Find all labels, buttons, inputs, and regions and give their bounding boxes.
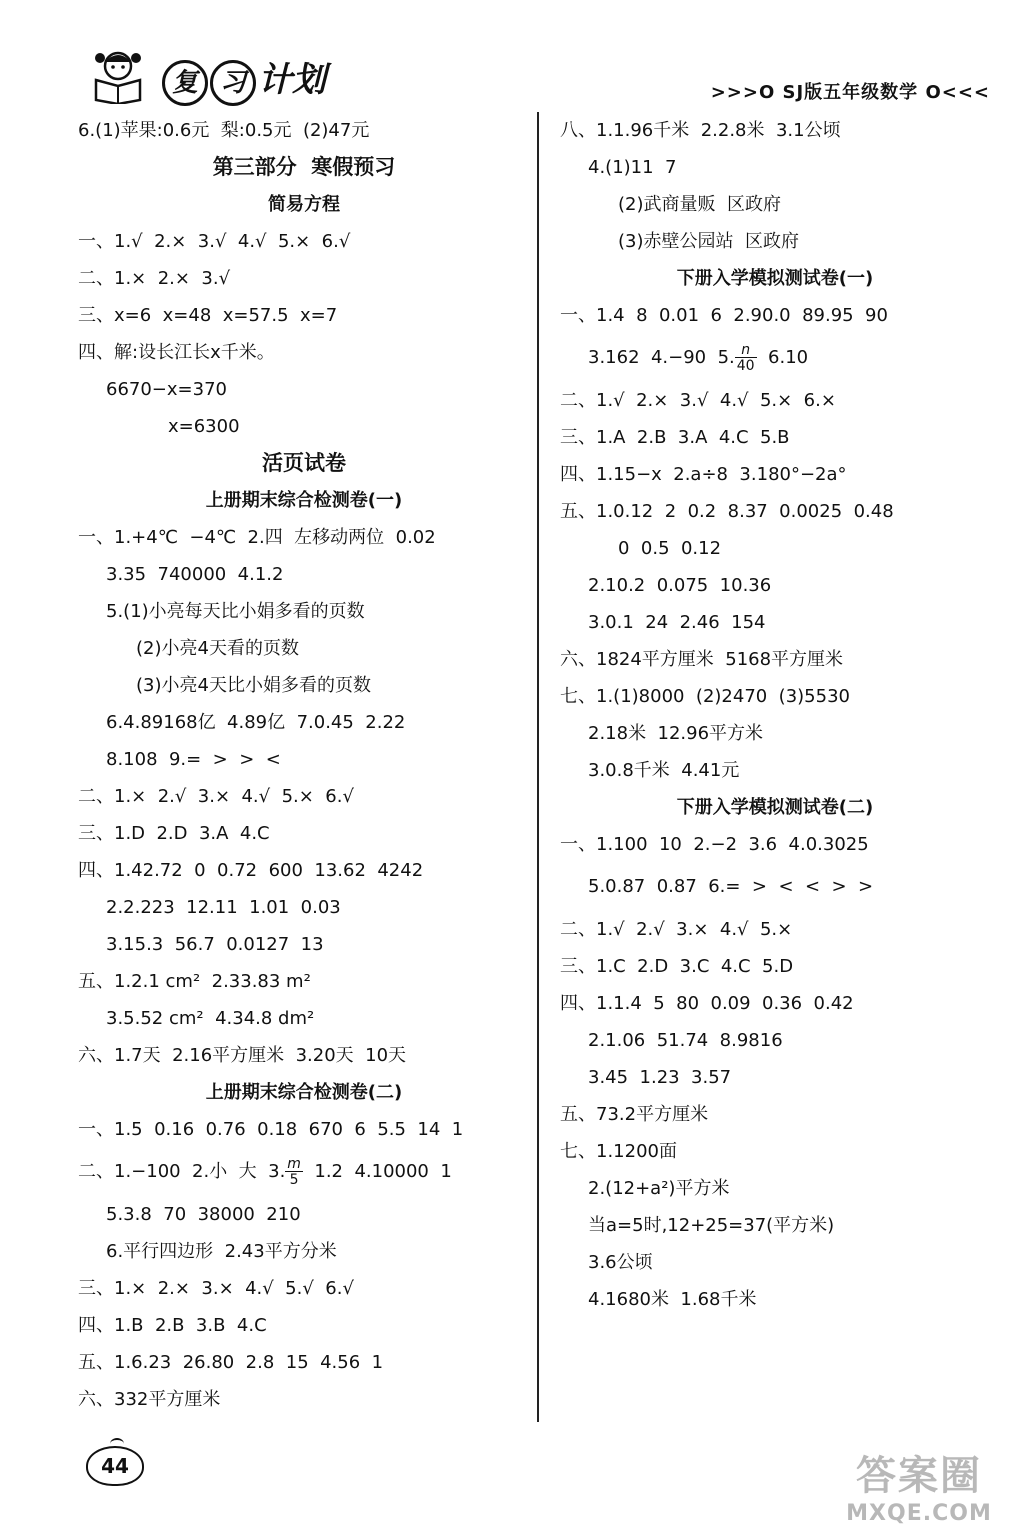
answer-text: 1.2 4.10000 1 (302, 1161, 452, 1182)
column-divider (537, 112, 539, 1422)
left-column (78, 112, 530, 1418)
answer-line: 三、1.D 2.D 3.A 4.C (78, 823, 270, 844)
fraction (735, 343, 757, 373)
part-heading: 第三部分 寒假预习 (212, 155, 396, 179)
answer-line: 五、73.2平方厘米 (560, 1104, 709, 1125)
answer-line: 八、1.1.96千米 2.2.8米 3.1公顷 (560, 120, 841, 141)
answer-line: 七、1.(1)8000 (2)2470 (3)5530 (560, 686, 850, 707)
logo-char-2: 习 (210, 60, 256, 106)
fraction-numerator: m (287, 1156, 301, 1172)
section-heading: 上册期末综合检测卷(二) (205, 1082, 403, 1103)
answer-text: 6.10 (756, 347, 809, 368)
section-heading: 简易方程 (268, 194, 340, 215)
answer-line: 六、1.7天 2.16平方厘米 3.20天 10天 (78, 1045, 407, 1066)
answer-line: 一、1.100 10 2.−2 3.6 4.0.3025 (560, 834, 869, 855)
answer-line: 3.35 740000 4.1.2 (106, 564, 284, 585)
answer-line: 3.0.8千米 4.41元 (588, 760, 740, 781)
answer-line: 2.2.223 12.11 1.01 0.03 (106, 897, 341, 918)
equation-line: 6670−x=370 (106, 379, 227, 400)
answer-line: 四、1.B 2.B 3.B 4.C (78, 1315, 267, 1336)
answer-line: 一、1.+4℃ −4℃ 2.四 左移动两位 0.02 (78, 527, 436, 548)
watermark-url: MXQE.COM (846, 1501, 992, 1526)
section-heading: 下册入学模拟测试卷(二) (676, 797, 874, 818)
equation-line: x=6300 (168, 416, 240, 437)
answer-line: 4.(1)11 7 (588, 157, 677, 178)
fraction-numerator: n (735, 343, 757, 358)
section-heading: 下册入学模拟测试卷(一) (676, 268, 874, 289)
answer-line: 2.(12+a²)平方米 (588, 1178, 730, 1199)
answer-line: 二、1.× 2.√ 3.× 4.√ 5.× 6.√ (78, 786, 354, 807)
answer-line: 三、1.C 2.D 3.C 4.C 5.D (560, 956, 794, 977)
answer-line: 一、1.4 8 0.01 6 2.90.0 89.95 90 (560, 305, 888, 326)
answer-line: 5.(1)小亮每天比小娟多看的页数 (106, 601, 365, 622)
answer-line: 当a=5时,12+25=37(平方米) (588, 1215, 835, 1236)
reading-girl-icon (88, 46, 148, 104)
fraction-denominator: 5 (289, 1172, 299, 1188)
answer-line: 一、1.5 0.16 0.76 0.18 670 6 5.5 14 1 (78, 1119, 464, 1140)
watermark-title: 答案圈 (856, 1453, 982, 1499)
page-number-value: 44 (86, 1446, 144, 1486)
answer-line: 四、1.1.4 5 80 0.09 0.36 0.42 (560, 993, 854, 1014)
answer-line: 三、1.A 2.B 3.A 4.C 5.B (560, 427, 790, 448)
page-number (84, 1438, 146, 1484)
answer-line: 4.1680米 1.68千米 (588, 1289, 757, 1310)
answer-line: 6.(1)苹果:0.6元 梨:0.5元 (2)47元 (78, 120, 370, 141)
answer-line: 三、1.× 2.× 3.× 4.√ 5.√ 6.√ (78, 1278, 354, 1299)
watermark (834, 1444, 1004, 1526)
answer-line: 六、1824平方厘米 5168平方厘米 (560, 649, 844, 670)
answer-line: 六、332平方厘米 (78, 1389, 221, 1410)
answer-line-fraction (78, 1148, 530, 1196)
answer-line: 5.3.8 70 38000 210 (106, 1204, 301, 1225)
right-column (560, 112, 990, 1318)
section-heading: 上册期末综合检测卷(一) (205, 490, 403, 511)
answer-line: 3.6公顷 (588, 1252, 653, 1273)
book-logo (162, 52, 326, 106)
answer-text: 3.162 4.−90 5. (588, 347, 735, 368)
answer-line: 3.15.3 56.7 0.0127 13 (106, 934, 324, 955)
answer-line: 七、1.1200面 (560, 1141, 677, 1162)
answer-line: 五、1.0.12 2 0.2 8.37 0.0025 0.48 (560, 501, 894, 522)
answer-line: (2)武商量贩 区政府 (618, 194, 781, 215)
answer-line: (2)小亮4天看的页数 (136, 638, 299, 659)
answer-line: 四、解:设长江长x千米。 (78, 342, 275, 363)
series-label: >>>O SJ版五年级数学 O<<< (710, 82, 990, 103)
answer-text: 二、1.−100 2.小 大 3. (78, 1161, 286, 1182)
answer-line-fraction (560, 334, 990, 382)
answer-line: 2.18米 12.96平方米 (588, 723, 764, 744)
answer-line: 一、1.√ 2.× 3.√ 4.√ 5.× 6.√ (78, 231, 351, 252)
fraction-denominator: 40 (736, 358, 755, 374)
answer-line: 三、x=6 x=48 x=57.5 x=7 (78, 305, 338, 326)
answer-line: 二、1.√ 2.× 3.√ 4.√ 5.× 6.× (560, 390, 836, 411)
answer-line: 2.1.06 51.74 8.9816 (588, 1030, 783, 1051)
answer-line: 6.平行四边形 2.43平方分米 (106, 1241, 337, 1262)
answer-line: 5.0.87 0.87 6.= > < < > > (588, 876, 874, 897)
answer-line: 二、1.× 2.× 3.√ (78, 268, 231, 289)
answer-line: 3.5.52 cm² 4.34.8 dm² (106, 1008, 315, 1029)
answer-line: 二、1.√ 2.√ 3.× 4.√ 5.× (560, 919, 793, 940)
answer-line: 五、1.2.1 cm² 2.33.83 m² (78, 971, 311, 992)
page-header (80, 40, 990, 110)
answer-line: (3)赤壁公园站 区政府 (618, 231, 799, 252)
answer-line: 3.45 1.23 3.57 (588, 1067, 732, 1088)
answer-line: 四、1.42.72 0 0.72 600 13.62 4242 (78, 860, 424, 881)
answer-line: 五、1.6.23 26.80 2.8 15 4.56 1 (78, 1352, 384, 1373)
logo-char-1: 复 (162, 60, 208, 106)
answer-line: 8.108 9.= > > < (106, 749, 281, 770)
answer-line: (3)小亮4天比小娟多看的页数 (136, 675, 371, 696)
fraction (285, 1157, 303, 1187)
answer-line: 3.0.1 24 2.46 154 (588, 612, 766, 633)
answer-line: 6.4.89168亿 4.89亿 7.0.45 2.22 (106, 712, 406, 733)
part-heading: 活页试卷 (262, 451, 346, 475)
answer-line: 四、1.15−x 2.a÷8 3.180°−2a° (560, 464, 847, 485)
answer-line: 2.10.2 0.075 10.36 (588, 575, 772, 596)
logo-rest: 计划 (258, 60, 326, 100)
answer-line: 0 0.5 0.12 (618, 538, 722, 559)
